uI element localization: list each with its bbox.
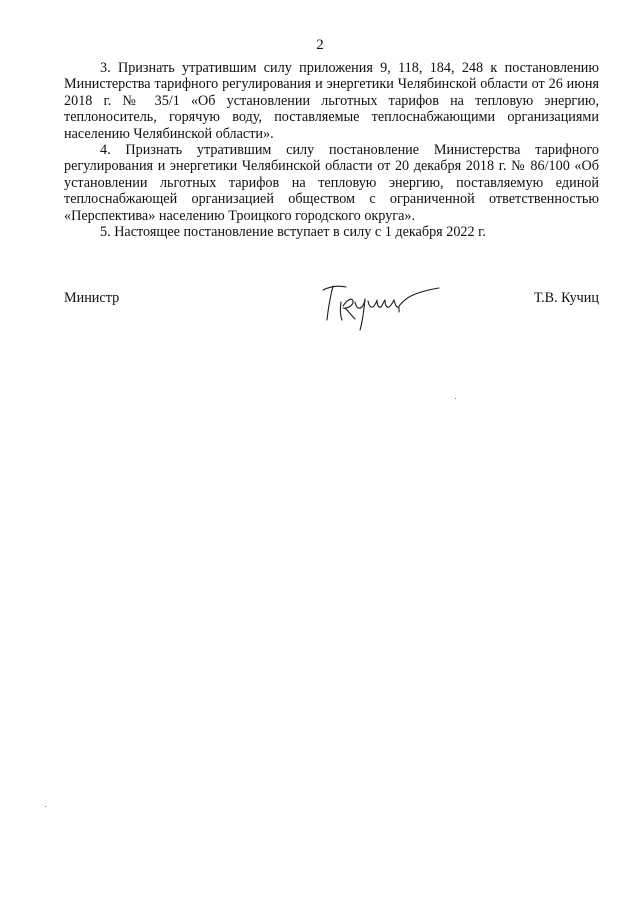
signatory-name: Т.В. Кучиц bbox=[533, 290, 599, 306]
scan-speck bbox=[455, 398, 456, 399]
document-body bbox=[64, 60, 599, 240]
paragraph-item-3: 3. Признать утратившим силу приложения 9, 118, 184, 248 к постановлению Министерства тарифного регулирования и энергетики Челябинской области от 26 июня 2018 г. № 35/1 «Об установлении льготных тарифов на тепловую энергию, теплоноситель, горячую воду, поставляемые теплоснабжающими организациями населению Челябинской области». bbox=[64, 60, 599, 142]
signatory-position: Министр bbox=[64, 290, 120, 306]
page-number: 2 bbox=[316, 37, 324, 53]
paragraph-item-5: 5. Настоящее постановление вступает в силу с 1 декабря 2022 г. bbox=[100, 224, 486, 241]
scan-speck bbox=[45, 806, 46, 807]
signature-block bbox=[64, 278, 599, 338]
paragraph-item-4: 4. Признать утратившим силу постановление Министерства тарифного регулирования и энергетики Челябинской области от 20 декабря 2018 г. № 86/100 «Об установлении льготных тарифов на тепловую энергию, поставляемую единой теплоснабжающей организацией обществом с ограниченной ответственностью «Перспектива» населению Троицкого городского округа». bbox=[64, 142, 599, 224]
handwritten-signature-image bbox=[319, 276, 449, 336]
